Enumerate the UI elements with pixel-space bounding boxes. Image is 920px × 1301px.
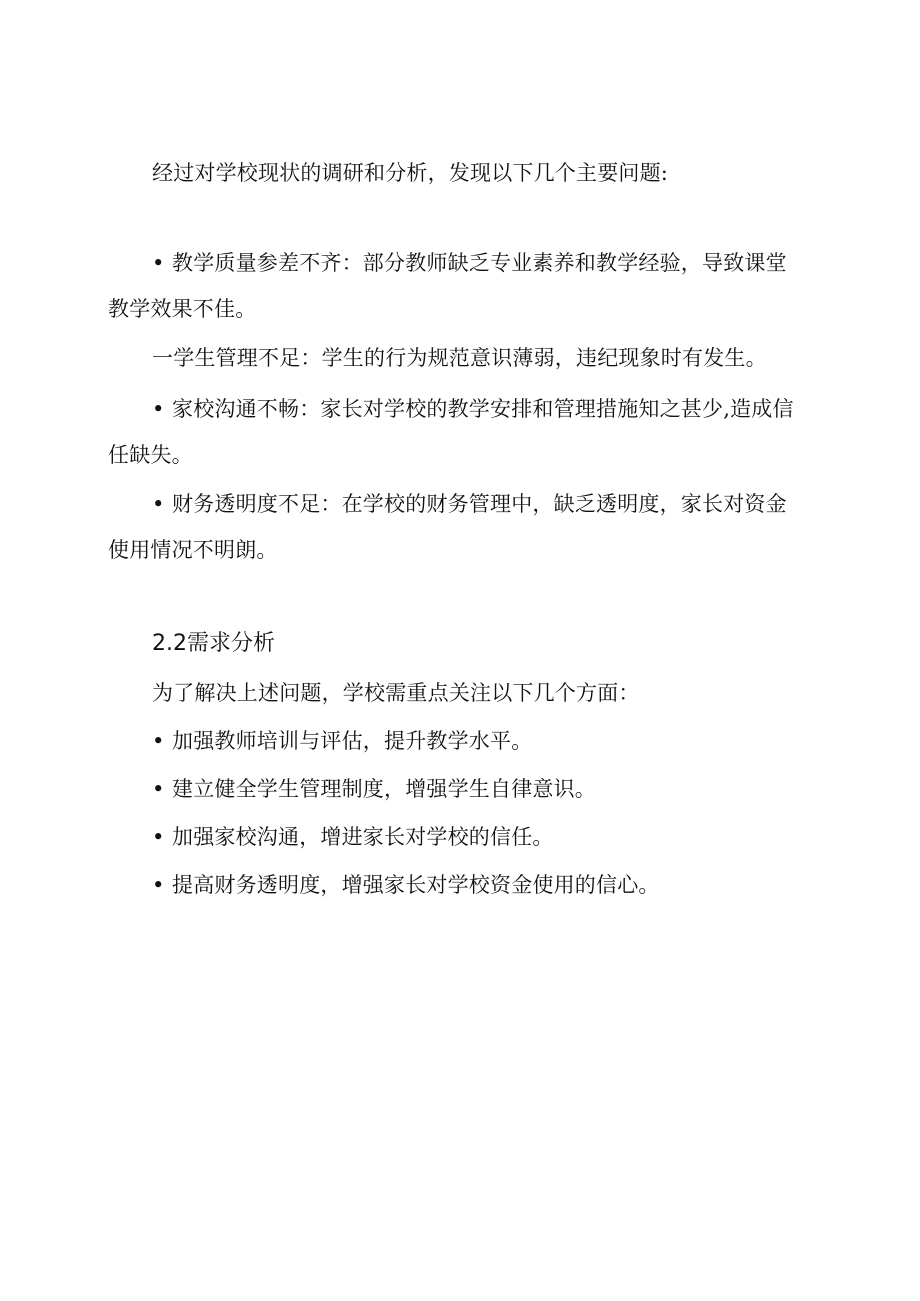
- problem-item-3: [152, 396, 794, 422]
- problem-4-line-1: 财务透明度不足：在学校的财务管理中，缺乏透明度，家长对资金: [172, 492, 787, 516]
- problem-4-line-2: 使用情况不明朗。: [108, 538, 278, 562]
- bullet-icon: •: [152, 397, 165, 421]
- bullet-icon: •: [152, 729, 165, 753]
- need-item-3: [152, 824, 554, 850]
- bullet-icon: •: [152, 492, 165, 516]
- problem-3-line-2: 任缺失。: [108, 443, 193, 467]
- problem-3-line-1: 家校沟通不畅：家长对学校的教学安排和管理措施知之甚少,造成信: [172, 397, 794, 421]
- need-item-text: 加强教师培训与评估，提升教学水平。: [172, 729, 533, 753]
- problem-item-1: [152, 250, 787, 276]
- need-item-4: [152, 872, 660, 898]
- need-item-text: 提高财务透明度，增强家长对学校资金使用的信心。: [172, 873, 660, 897]
- bullet-icon: •: [152, 777, 165, 801]
- need-item-2: [152, 776, 596, 802]
- intro-paragraph: 经过对学校现状的调研和分析，发现以下几个主要问题:: [152, 161, 669, 185]
- need-item-text: 建立健全学生管理制度，增强学生自律意识。: [172, 777, 596, 801]
- problem-1-line-1: 教学质量参差不齐：部分教师缺乏专业素养和教学经验，导致课堂: [172, 251, 787, 275]
- bullet-icon: •: [152, 251, 165, 275]
- problem-1-line-2: 教学效果不佳。: [108, 297, 257, 321]
- need-item-1: [152, 728, 532, 754]
- problem-2-line-1: 一学生管理不足：学生的行为规范意识薄弱，违纪现象时有发生。: [152, 346, 767, 370]
- need-item-text: 加强家校沟通，增进家长对学校的信任。: [172, 825, 554, 849]
- problem-item-4: [152, 491, 787, 517]
- bullet-icon: •: [152, 825, 165, 849]
- section-intro: 为了解决上述问题，学校需重点关注以下几个方面：: [152, 681, 640, 705]
- section-heading: 2.2需求分析: [152, 631, 275, 656]
- bullet-icon: •: [152, 873, 165, 897]
- problem-item-2: [152, 345, 767, 371]
